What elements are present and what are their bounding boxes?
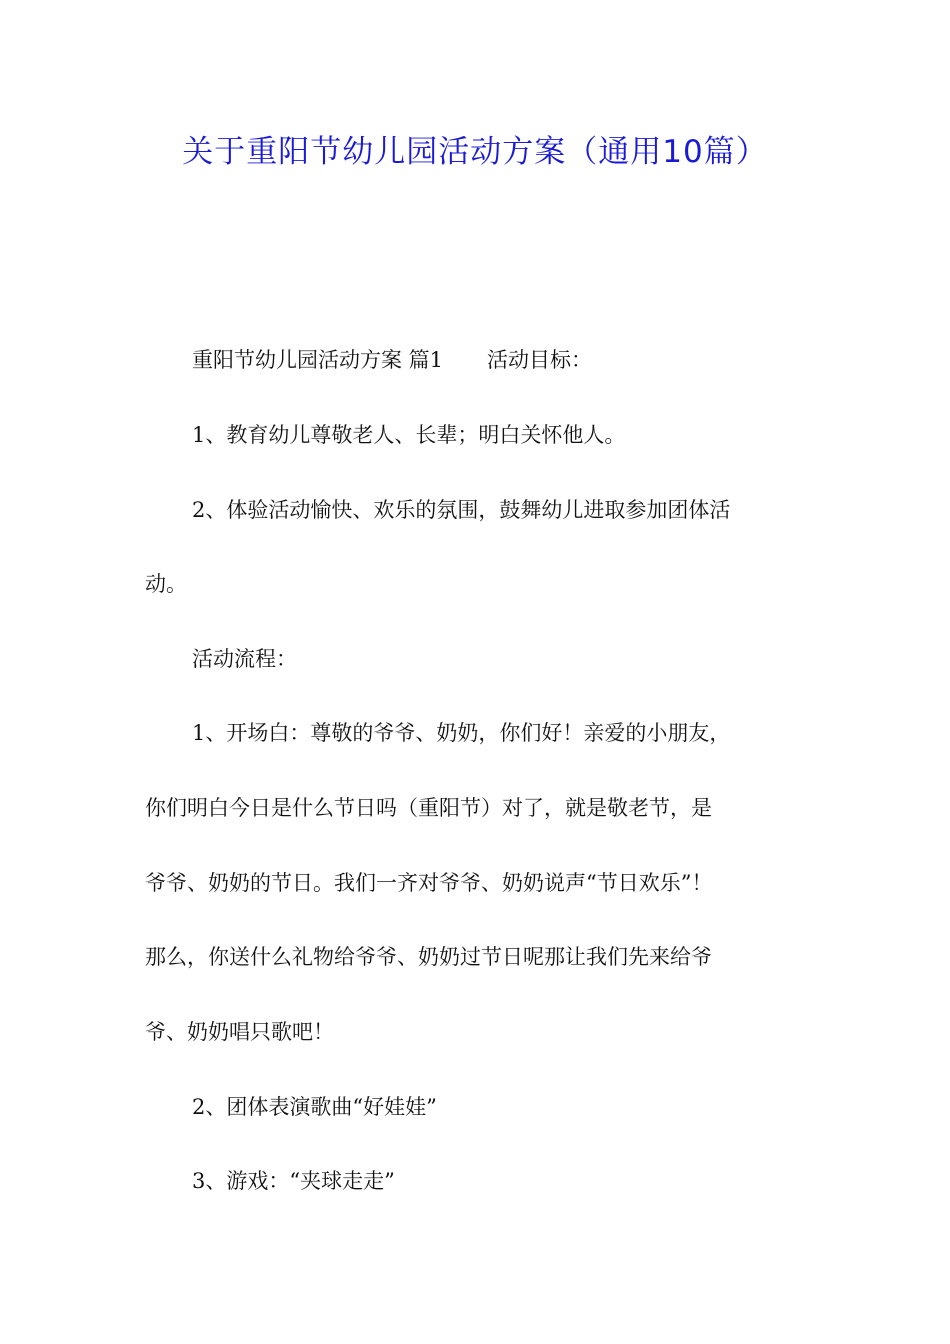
process-label: 活动流程： bbox=[192, 647, 297, 671]
goal-2-line-2: 动。 bbox=[145, 572, 187, 596]
section-heading: 重阳节幼儿园活动方案 篇1 bbox=[192, 348, 444, 372]
step-1-line-2: 你们明白今日是什么节日吗（重阳节）对了，就是敬老节，是 bbox=[145, 796, 712, 820]
step-2: 2、团体表演歌曲“好娃娃” bbox=[192, 1095, 437, 1119]
document-title: 关于重阳节幼儿园活动方案（通用10篇） bbox=[182, 134, 768, 170]
section-heading-line bbox=[192, 345, 872, 375]
goal-2-line-1: 2、体验活动愉快、欢乐的氛围，鼓舞幼儿进取参加团体活 bbox=[192, 498, 731, 522]
step-1-line-3: 爷爷、奶奶的节日。我们一齐对爷爷、奶奶说声“节日欢乐”！ bbox=[145, 871, 713, 895]
goals-label: 活动目标： bbox=[487, 348, 593, 372]
step-1-line-1: 1、开场白：尊敬的爷爷、奶奶，你们好！亲爱的小朋友， bbox=[192, 721, 731, 745]
step-1-line-4: 那么，你送什么礼物给爷爷、奶奶过节日呢那让我们先来给爷 bbox=[145, 945, 712, 969]
goal-1: 1、教育幼儿尊敬老人、长辈；明白关怀他人。 bbox=[192, 423, 626, 447]
step-3: 3、游戏：“夹球走走” bbox=[192, 1169, 395, 1193]
step-1-line-5: 爷、奶奶唱只歌吧！ bbox=[145, 1020, 334, 1044]
